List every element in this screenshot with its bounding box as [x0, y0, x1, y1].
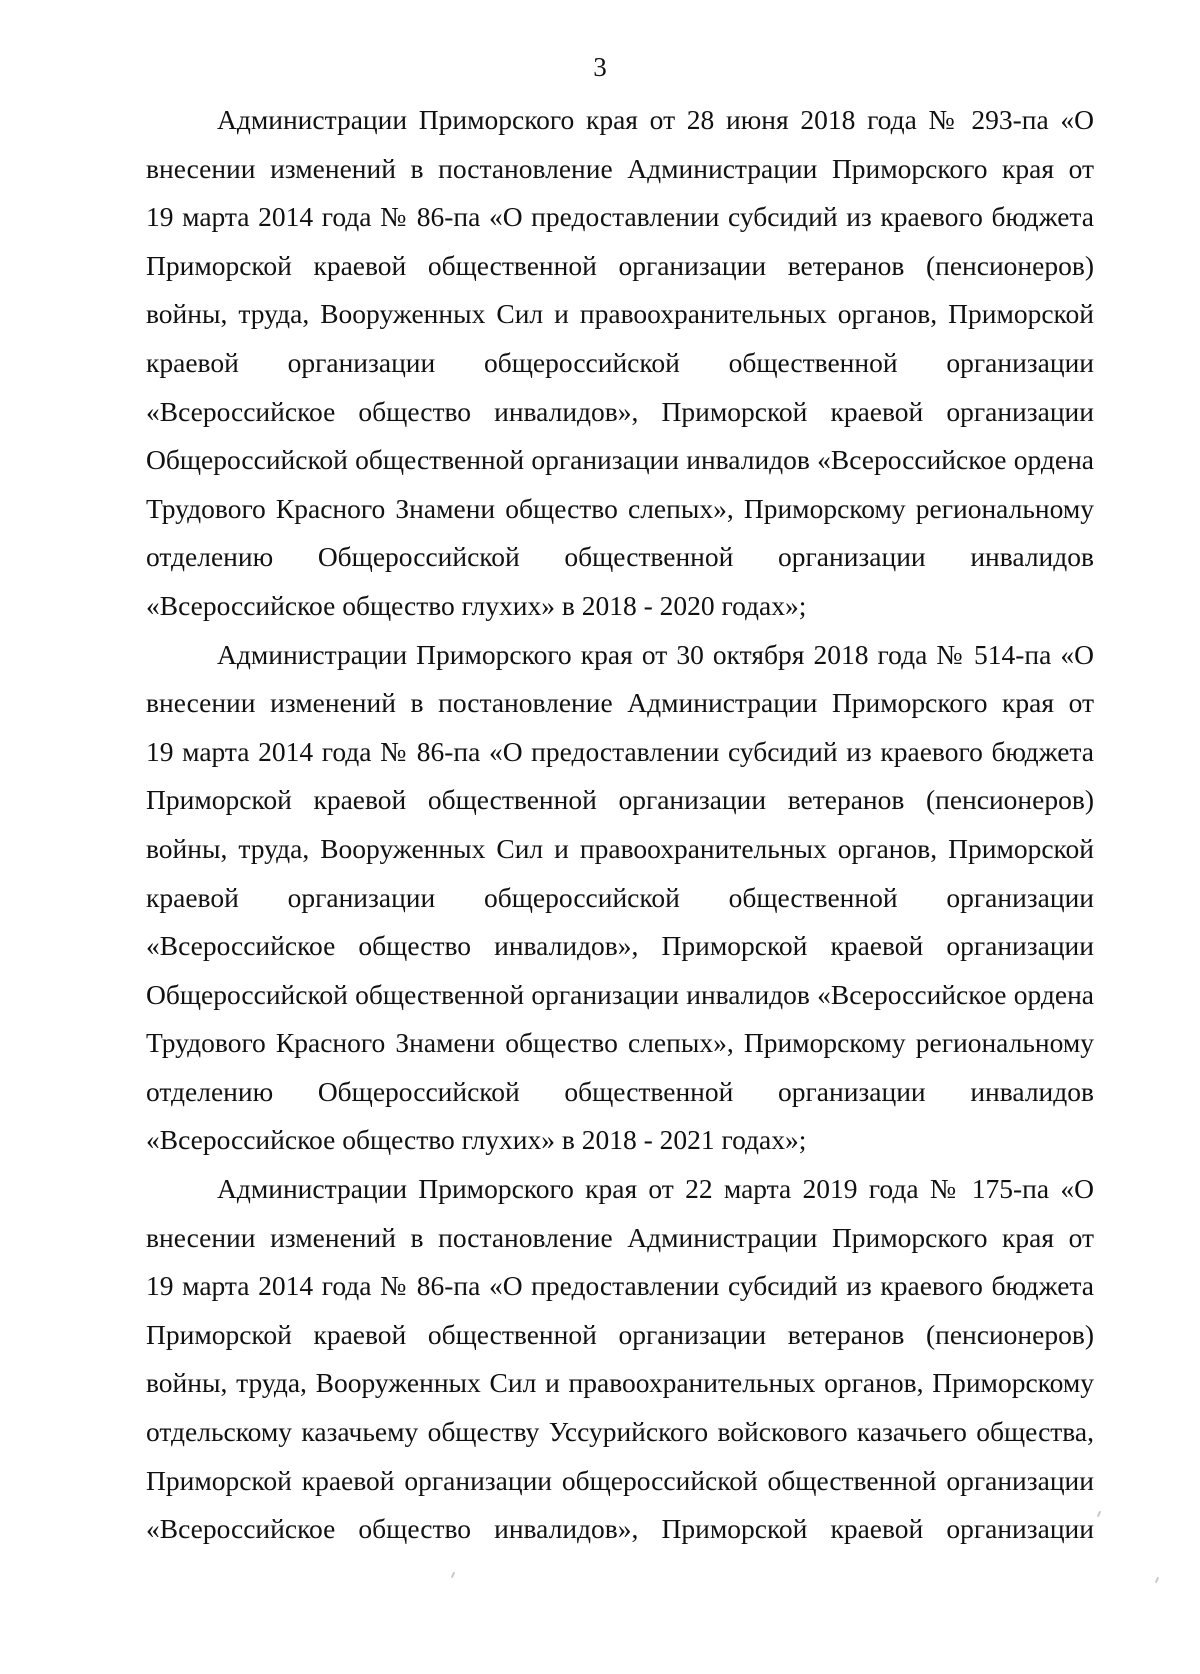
text-line: «Всероссийское общество инвалидов», Приморской краевой организации [146, 395, 1094, 427]
text-line: краевой организации общероссийской общественной организации [146, 346, 1094, 378]
text-line: внесении изменений в постановление Администрации Приморского края от [146, 1221, 1094, 1253]
text-line: краевой организации общероссийской общественной организации [146, 881, 1094, 913]
text-line: Общероссийской общественной организации инвалидов «Всероссийское ордена [146, 444, 1094, 476]
paragraph-2 [146, 631, 1094, 1166]
text-line: внесении изменений в постановление Администрации Приморского края от [146, 152, 1094, 184]
text-line: Приморской краевой организации общероссийской общественной организации [146, 1464, 1094, 1496]
text-line: войны, труда, Вооруженных Сил и правоохранительных органов, Приморской [146, 832, 1094, 864]
scan-speck [451, 1572, 455, 1578]
text-line: Приморской краевой общественной организации ветеранов (пенсионеров) [146, 249, 1094, 281]
text-line: 19 марта 2014 года № 86-па «О предоставлении субсидий из краевого бюджета [146, 1270, 1094, 1302]
text-line: 19 марта 2014 года № 86-па «О предоставлении субсидий из краевого бюджета [146, 735, 1094, 767]
text-line: Приморской краевой общественной организации ветеранов (пенсионеров) [146, 784, 1094, 816]
paragraph-3 [146, 1165, 1094, 1554]
scan-speck [1155, 1577, 1159, 1583]
text-line: войны, труда, Вооруженных Сил и правоохранительных органов, Приморской [146, 298, 1094, 330]
text-line: Трудового Красного Знамени общество слепых», Приморскому региональному [146, 492, 1094, 524]
page-number: 3 [593, 52, 607, 82]
text-line: войны, труда, Вооруженных Сил и правоохранительных органов, Приморскому [146, 1367, 1094, 1399]
paragraph-1 [146, 96, 1094, 631]
text-line: 19 марта 2014 года № 86-па «О предоставлении субсидий из краевого бюджета [146, 201, 1094, 233]
text-line: Трудового Красного Знамени общество слепых», Приморскому региональному [146, 1027, 1094, 1059]
scan-speck [1097, 1511, 1101, 1517]
text-line: «Всероссийское общество инвалидов», Приморской краевой организации [146, 930, 1094, 962]
text-line: отделению Общероссийской общественной организации инвалидов [146, 1075, 1094, 1107]
text-line: «Всероссийское общество глухих» в 2018 - 2021 годах»; [146, 1124, 807, 1156]
text-line: «Всероссийское общество глухих» в 2018 - 2020 годах»; [146, 589, 807, 621]
text-line: отдельскому казачьему обществу Уссурийского войскового казачьего общества, [146, 1416, 1094, 1448]
text-line: отделению Общероссийской общественной организации инвалидов [146, 541, 1094, 573]
text-line: «Всероссийское общество инвалидов», Приморской краевой организации [146, 1513, 1094, 1545]
text-line: Общероссийской общественной организации инвалидов «Всероссийское ордена [146, 978, 1094, 1010]
text-line: Администрации Приморского края от 22 марта 2019 года № 175-па «О [217, 1173, 1094, 1205]
text-line: Администрации Приморского края от 30 октября 2018 года № 514-па «О [217, 638, 1094, 670]
text-line: Приморской краевой общественной организации ветеранов (пенсионеров) [146, 1318, 1094, 1350]
document-body [146, 96, 1094, 1554]
text-line: Администрации Приморского края от 28 июня 2018 года № 293-па «О [217, 104, 1094, 135]
text-line: внесении изменений в постановление Администрации Приморского края от [146, 687, 1094, 719]
